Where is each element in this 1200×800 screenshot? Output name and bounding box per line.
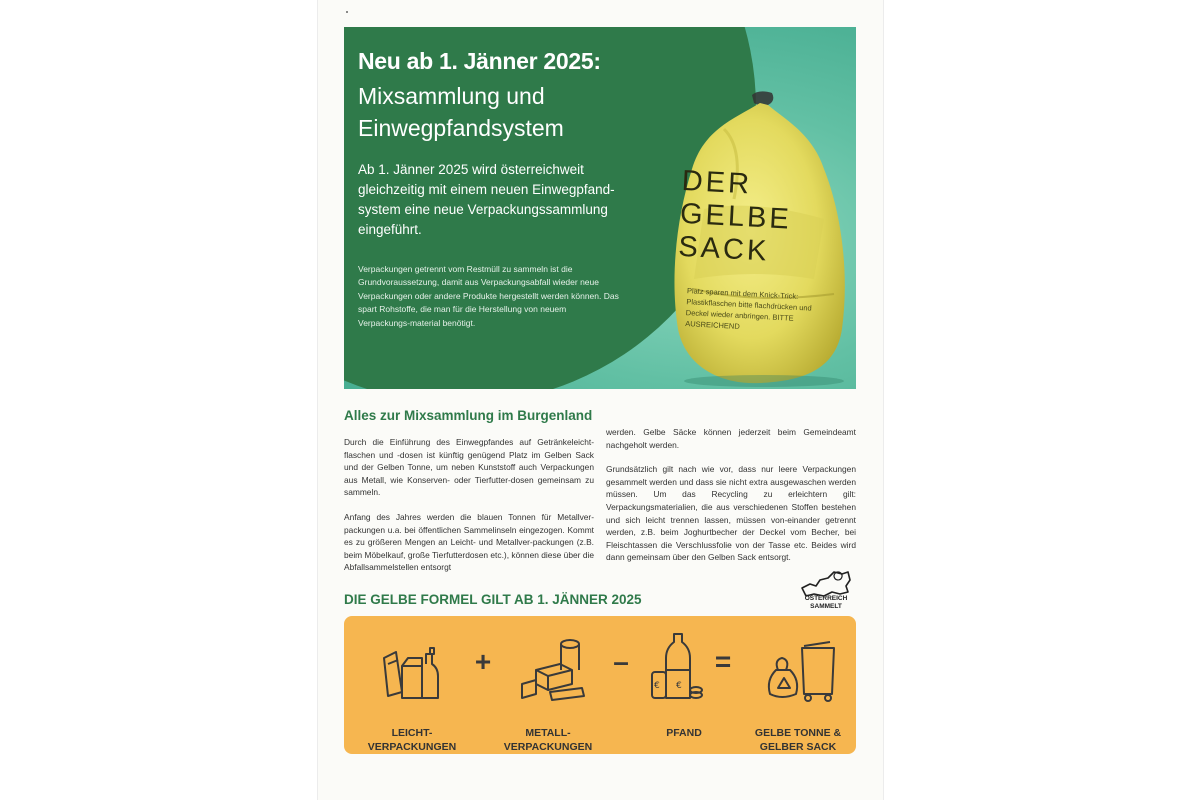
hero-banner — [344, 27, 856, 389]
text-column-right — [606, 426, 856, 576]
metal-packaging-icon — [488, 630, 608, 710]
yellow-bin-sack-icon — [738, 630, 858, 710]
formula-label: GELBE TONNE & GELBER SACK — [754, 727, 842, 753]
section-title: Alles zur Mixsammlung im Burgenland — [344, 408, 593, 423]
sack-print-text: DER GELBE SACK — [677, 164, 793, 268]
paragraph: Grundsätzlich gilt nach wie vor, dass nur leere Verpackungen gesammelt werden und dass sie nicht extra ausgewaschen werden müssen. Um das Recycling zu erleichtern gilt: Verpackungsmaterialien, die aus verschiedenen Stoffen bestehen und sich leicht trennen lassen, müssen von-einander getrennt werden, z.B. beim Joghurtbecher der Deckel vom Becher, bei Fleischtassen die Verschlussfolie von der Tasse etc. Beides wird dann gemeinsam über den Gelben Sack entsorgt. — [606, 464, 856, 563]
hero-title-line2: Mixsammlung und Einwegpfandsystem — [358, 83, 564, 141]
plus-operator: + — [474, 646, 492, 677]
paragraph: Durch die Einführung des Einwegpfandes auf Getränkeleicht-flaschen und -dosen ist künftig genügend Platz im Gelben Sack und der Gelben Tonne, um neben Kunststoff auch Verpackungen aus Metall, wie Konserven- oder Tierfutter-dosen gemeinsam zu sammeln. — [344, 437, 594, 498]
paragraph: werden. Gelbe Säcke können jederzeit beim Gemeindeamt nachgeholt werden. — [606, 427, 856, 450]
formula-label: METALL- VERPACKUNGEN — [503, 727, 593, 753]
logo-text: ÖSTERREICH SAMMELT — [804, 595, 848, 610]
formula-label: LEICHT- VERPACKUNGEN — [367, 727, 457, 753]
light-packaging-icon — [352, 630, 472, 710]
minus-operator: – — [613, 646, 629, 677]
scan-speck — [346, 11, 348, 13]
hero-title-line1: Neu ab 1. Jänner 2025: — [358, 48, 601, 74]
formula-title: DIE GELBE FORMEL GILT AB 1. JÄNNER 2025 — [344, 592, 642, 607]
equals-operator: = — [714, 646, 732, 677]
formula-box — [344, 616, 856, 754]
hero-intro-text: Ab 1. Jänner 2025 wird österreichweit gleichzeitig mit einem neuen Einwegpfand-system eine neue Verpackungssammlung eingeführt. — [358, 162, 615, 237]
svg-text:€: € — [654, 681, 660, 691]
paragraph: Anfang des Jahres werden die blauen Tonnen für Metallver-packungen u.a. bei öffentlichen Sammelinseln eingezogen. Kommt es zu größeren Mengen an Leicht- und Metallver-packungen (z.B. beim Möbelkauf, große Tierfutterdosen etc.), können diese über die Abfallsammelstellen entsorgt — [344, 511, 594, 573]
svg-text:€: € — [676, 681, 682, 691]
hero-body-text: Verpackungen getrennt vom Restmüll zu sammeln ist die Grundvoraussetzung, damit aus Verpackungsabfall wieder neue Verpackungen oder andere Produkte hergestellt werden können. Das spart Rohstoffe, die man für die Herstellung von neuem Verpackungs-material benötigt. — [358, 264, 619, 328]
text-column-left — [344, 436, 594, 586]
sack-small-print: Platz sparen mit dem Knick-Trick: Plastikflaschen bitte flachdrücken und Deckel wieder anbringen. BITTE AUSREICHEND — [685, 286, 812, 331]
formula-label: PFAND — [666, 727, 702, 739]
